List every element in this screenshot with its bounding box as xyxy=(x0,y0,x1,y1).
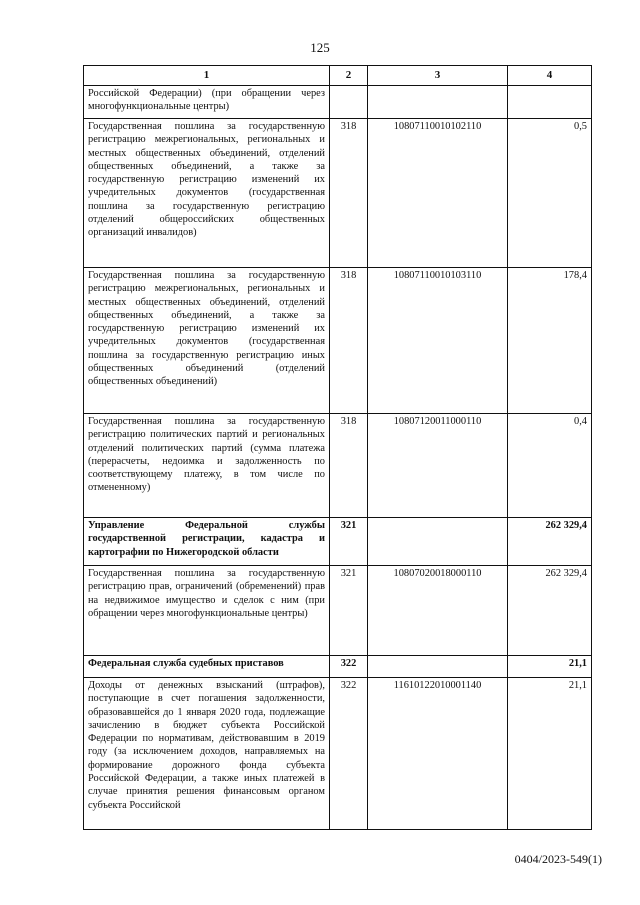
row-budget-code: 10807110010103110 xyxy=(368,268,508,414)
row-name: Управление Федеральной службы государственной регистрации, кадастра и картографии по Нижегородской области xyxy=(84,518,330,566)
row-admin-code: 318 xyxy=(330,268,368,414)
row-admin-code: 321 xyxy=(330,566,368,656)
row-budget-code xyxy=(368,86,508,119)
row-name: Федеральная служба судебных приставов xyxy=(84,656,330,678)
row-name: Государственная пошлина за государственную регистрацию политических партий и региональных отделений политических партий (сумма платежа (перерасчеты, недоимка и задолженность по соответствующему платежу, в том числе по отмененному) xyxy=(84,414,330,518)
table-row xyxy=(84,119,592,268)
table-row xyxy=(84,268,592,414)
row-admin-code: 318 xyxy=(330,414,368,518)
row-admin-code: 318 xyxy=(330,119,368,268)
row-admin-code: 322 xyxy=(330,656,368,678)
row-amount: 21,1 xyxy=(508,678,592,830)
row-admin-code: 321 xyxy=(330,518,368,566)
revenue-table xyxy=(83,65,592,830)
header-col-4: 4 xyxy=(508,66,592,86)
table-row-department xyxy=(84,518,592,566)
page-number: 125 xyxy=(310,40,330,55)
row-budget-code: 11610122010001140 xyxy=(368,678,508,830)
row-amount: 21,1 xyxy=(508,656,592,678)
table-row-department xyxy=(84,656,592,678)
row-budget-code: 10807020018000110 xyxy=(368,566,508,656)
row-name: Государственная пошлина за государственную регистрацию межрегиональных, региональных и местных общественных объединений, отделений общественных объединений, а также за государственную регистрацию изменений их учредительных документов (государственная пошлина за государственную регистрацию иных общественных объединений (отделений общественных объединений) xyxy=(84,268,330,414)
row-budget-code: 10807120011000110 xyxy=(368,414,508,518)
row-name: Государственная пошлина за государственную регистрацию межрегиональных, региональных и местных общественных объединений, отделений общественных объединений, а также за государственную регистрацию изменений их учредительных документов (государственная пошлина за государственную регистрацию отделений общероссийских общественных организаций инвалидов) xyxy=(84,119,330,268)
table-row xyxy=(84,86,592,119)
row-budget-code xyxy=(368,656,508,678)
row-name: Государственная пошлина за государственную регистрацию прав, ограничений (обременений) прав на недвижимое имущество и сделок с ним (при обращении через многофункциональные центры) xyxy=(84,566,330,656)
header-col-3: 3 xyxy=(368,66,508,86)
row-amount: 0,5 xyxy=(508,119,592,268)
table-row xyxy=(84,678,592,830)
row-budget-code xyxy=(368,518,508,566)
table-row xyxy=(84,566,592,656)
row-amount: 262 329,4 xyxy=(508,518,592,566)
row-name: Доходы от денежных взысканий (штрафов), поступающие в счет погашения задолженности, образовавшейся до 1 января 2020 года, подлежащие зачислению в бюджет субъекта Российской Федерации по нормативам, действовавшим в 2019 году (за исключением доходов, направляемых на формирование дорожного фонда субъекта Российской Федерации, а также иных платежей в случае принятия решения финансовым органом субъекта Российской xyxy=(84,678,330,830)
row-budget-code: 10807110010102110 xyxy=(368,119,508,268)
row-name: Российской Федерации) (при обращении через многофункциональные центры) xyxy=(84,86,330,119)
row-amount: 0,4 xyxy=(508,414,592,518)
row-amount: 262 329,4 xyxy=(508,566,592,656)
header-col-1: 1 xyxy=(84,66,330,86)
row-amount xyxy=(508,86,592,119)
table-header-row xyxy=(84,66,592,86)
table-row xyxy=(84,414,592,518)
header-col-2: 2 xyxy=(330,66,368,86)
document-number: 0404/2023-549(1) xyxy=(514,852,602,866)
row-admin-code xyxy=(330,86,368,119)
row-amount: 178,4 xyxy=(508,268,592,414)
row-admin-code: 322 xyxy=(330,678,368,830)
